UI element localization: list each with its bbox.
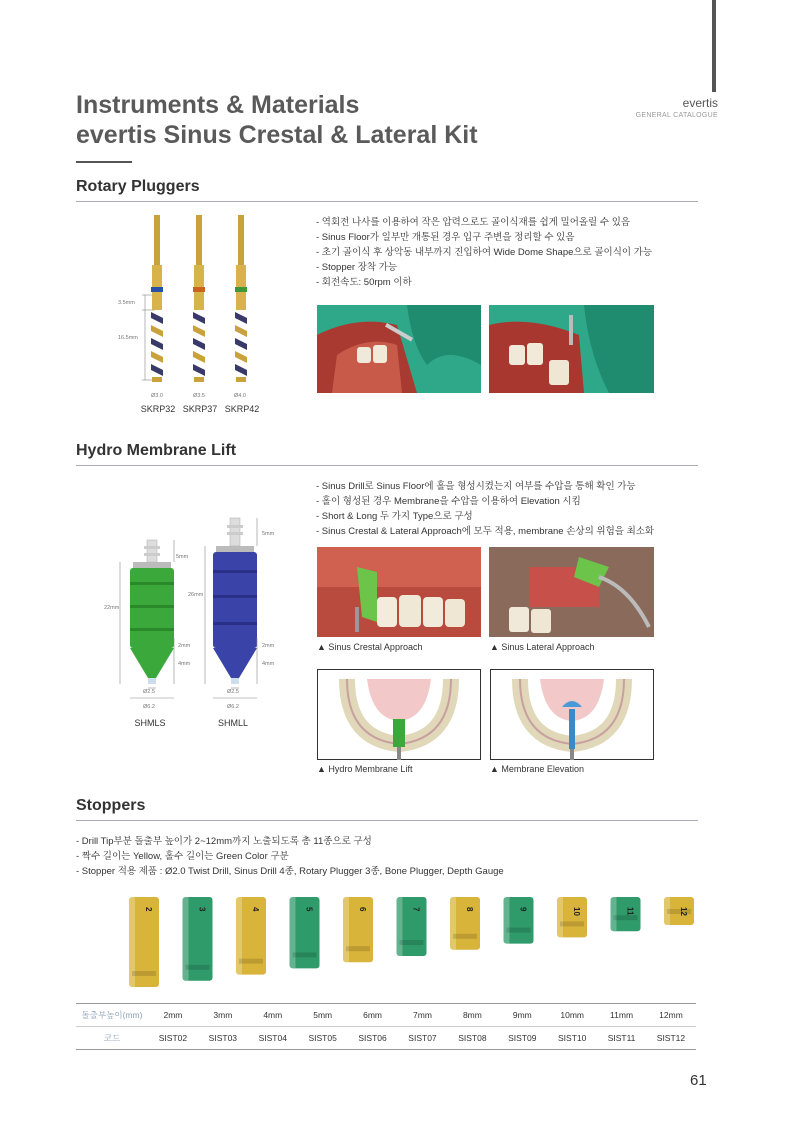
- stopper-number: 8: [465, 907, 474, 912]
- caption-crestal: ▲ Sinus Crestal Approach: [317, 642, 423, 652]
- shmls-d1: Ø2.5: [143, 689, 155, 695]
- hydro-bullet: - 홀이 형성된 경우 Membrane을 수압을 이용하여 Elevation 시킴: [316, 496, 581, 507]
- height-cell: 5mm: [298, 1004, 348, 1027]
- code-cell: SIST04: [248, 1027, 298, 1050]
- stopper-sist12: [664, 897, 694, 925]
- hydro-bullet: - Short & Long 두 가지 Type으로 구성: [316, 511, 473, 522]
- shmls-d2: Ø6.2: [143, 704, 155, 710]
- shmls-tip-dim: 4mm: [178, 661, 191, 667]
- stopper-sist05: [290, 897, 320, 968]
- height-cell: 11mm: [597, 1004, 646, 1027]
- stoppers-bullet: - 짝수 길이는 Yellow, 홀수 길이는 Green Color 구분: [76, 851, 289, 862]
- title-underline: [76, 161, 132, 163]
- height-cell: 2mm: [148, 1004, 198, 1027]
- shmll-top-dim: 5mm: [262, 531, 275, 537]
- stopper-sist02: [129, 897, 159, 987]
- code-cell: SIST06: [348, 1027, 398, 1050]
- shmll-code: SHMLL: [217, 718, 248, 728]
- stopper-number: 11: [625, 907, 635, 916]
- shmls-top-dim: 5mm: [176, 554, 189, 560]
- section-rule-stoppers: [76, 820, 698, 821]
- rp-dia-1: Ø3.0: [151, 393, 163, 399]
- rotary-bullet: - 역회전 나사를 이용하여 작은 압력으로도 골이식재를 쉽게 밀어올릴 수 있음: [316, 217, 631, 228]
- rotary-plugger-skrp42: [235, 215, 247, 382]
- stopper-number: 7: [411, 907, 421, 912]
- height-cell: 8mm: [447, 1004, 497, 1027]
- height-cell: 6mm: [348, 1004, 398, 1027]
- stopper-sist11: [611, 897, 641, 931]
- stopper-sist06: [343, 897, 373, 962]
- rp-dia-2: Ø3.5: [193, 393, 205, 399]
- caption-hydro-lift: ▲ Hydro Membrane Lift: [317, 764, 413, 774]
- section-rule-rotary: [76, 201, 698, 202]
- page-title: [76, 90, 478, 150]
- section-heading-hydro: Hydro Membrane Lift: [76, 442, 237, 459]
- rotary-plugger-skrp32: [151, 215, 163, 382]
- stopper-sist07: [397, 897, 427, 956]
- stopper-number: 9: [518, 907, 528, 912]
- height-cell: 9mm: [497, 1004, 547, 1027]
- shmll-total-dim: 26mm: [188, 592, 204, 598]
- dim-top-label: 3.5mm: [118, 300, 135, 306]
- stopper-number: 4: [251, 907, 260, 912]
- stopper-sist04: [236, 897, 266, 975]
- rotary-bullet-list: [316, 215, 652, 290]
- hydro-membrane-lift-illustration: [100, 510, 300, 715]
- hydro-bullet-list: [316, 479, 654, 539]
- dim-body-label: 16.5mm: [118, 335, 138, 341]
- stopper-number: 12: [679, 907, 688, 916]
- shmll-d2: Ø6.2: [227, 704, 239, 710]
- photo-crestal-approach: [317, 547, 481, 637]
- shmls-code: SHMLS: [134, 718, 166, 728]
- stopper-number: 10: [572, 907, 581, 916]
- code-cell: SIST08: [447, 1027, 497, 1050]
- stopper-sist09: [504, 897, 534, 944]
- shmls-tool: [120, 540, 174, 698]
- code-header: 코드: [76, 1027, 148, 1050]
- shmll-mid-dim: 2mm: [262, 643, 275, 649]
- rotary-bullet: - 초기 골이식 후 상악동 내부까지 진입하여 Wide Dome Shape으로 골이식이 가능: [316, 247, 653, 258]
- brand-subtitle: GENERAL CATALOGUE: [635, 112, 718, 119]
- stoppers-bullet-list: [76, 834, 504, 879]
- code-cell: SIST02: [148, 1027, 198, 1050]
- title-line-1: Instruments & Materials: [76, 91, 360, 119]
- stopper-number: 5: [304, 907, 314, 912]
- shmls-total-dim: 22mm: [104, 605, 120, 611]
- stoppers-bullet: - Stopper 적용 제품 : Ø2.0 Twist Drill, Sinus Drill 4종, Rotary Plugger 3종, Bone Plugger, Depth Gauge: [76, 866, 504, 877]
- rotary-plugger-illustration: [110, 210, 280, 410]
- stoppers-illustration: [120, 893, 710, 988]
- diagram-membrane-elevation: [490, 669, 654, 760]
- rotary-bullet: - Sinus Floor가 일부만 개통된 경우 입구 주변을 정리할 수 있음: [316, 232, 575, 243]
- brand-name: evertis: [682, 96, 718, 110]
- code-cell: SIST11: [597, 1027, 646, 1050]
- clinical-photo-rotary-1: [317, 305, 481, 393]
- section-rule-hydro: [76, 465, 698, 466]
- height-cell: 10mm: [547, 1004, 597, 1027]
- hydro-bullet: - Sinus Crestal & Lateral Approach에 모두 적용, membrane 손상의 위험을 최소화: [316, 526, 655, 537]
- stoppers-height-row: [76, 1004, 696, 1027]
- stopper-sist03: [183, 897, 213, 981]
- diagram-hydro-membrane-lift: [317, 669, 481, 760]
- height-cell: 3mm: [198, 1004, 248, 1027]
- title-line-2: evertis Sinus Crestal & Lateral Kit: [76, 121, 478, 149]
- stopper-number: 6: [358, 907, 367, 912]
- section-heading-rotary: Rotary Pluggers: [76, 178, 200, 195]
- height-header: 돌출부높이(mm): [76, 1004, 148, 1027]
- rp-code-3: SKRP42: [224, 404, 260, 414]
- stoppers-bullet: - Drill Tip부분 돌출부 높이가 2~12mm까지 노출되도록 총 11종으로 구성: [76, 836, 372, 847]
- code-cell: SIST12: [646, 1027, 696, 1050]
- height-cell: 4mm: [248, 1004, 298, 1027]
- code-cell: SIST03: [198, 1027, 248, 1050]
- rp-dia-3: Ø4.0: [234, 393, 246, 399]
- height-cell: 7mm: [398, 1004, 448, 1027]
- stopper-number: 2: [144, 907, 153, 912]
- code-cell: SIST10: [547, 1027, 597, 1050]
- height-cell: 12mm: [646, 1004, 696, 1027]
- shmll-tip-dim: 4mm: [262, 661, 275, 667]
- code-cell: SIST05: [298, 1027, 348, 1050]
- hydro-bullet: - Sinus Drill로 Sinus Floor에 홀을 형성시켰는지 여부를 수압을 통해 확인 가능: [316, 481, 636, 492]
- stoppers-code-row: [76, 1027, 696, 1050]
- stopper-sist10: [557, 897, 587, 937]
- code-cell: SIST07: [398, 1027, 448, 1050]
- rp-code-1: SKRP32: [140, 404, 176, 414]
- page-number: 61: [690, 1072, 707, 1089]
- rotary-plugger-skrp37: [193, 215, 205, 382]
- code-cell: SIST09: [497, 1027, 547, 1050]
- rp-code-2: SKRP37: [182, 404, 218, 414]
- shmll-d1: Ø2.5: [227, 689, 239, 695]
- stopper-number: 3: [197, 907, 207, 912]
- top-accent-bar: [712, 0, 716, 92]
- rotary-bullet: - 회전속도: 50rpm 이하: [316, 277, 412, 288]
- shmll-tool: [205, 518, 257, 698]
- photo-lateral-approach: [489, 547, 654, 637]
- stoppers-table: [76, 1003, 696, 1050]
- stopper-sist08: [450, 897, 480, 950]
- section-heading-stoppers: Stoppers: [76, 797, 146, 814]
- shmls-mid-dim: 2mm: [178, 643, 191, 649]
- caption-elevation: ▲ Membrane Elevation: [490, 764, 584, 774]
- caption-lateral: ▲ Sinus Lateral Approach: [490, 642, 595, 652]
- rotary-bullet: - Stopper 장착 가능: [316, 262, 398, 273]
- clinical-photo-rotary-2: [489, 305, 654, 393]
